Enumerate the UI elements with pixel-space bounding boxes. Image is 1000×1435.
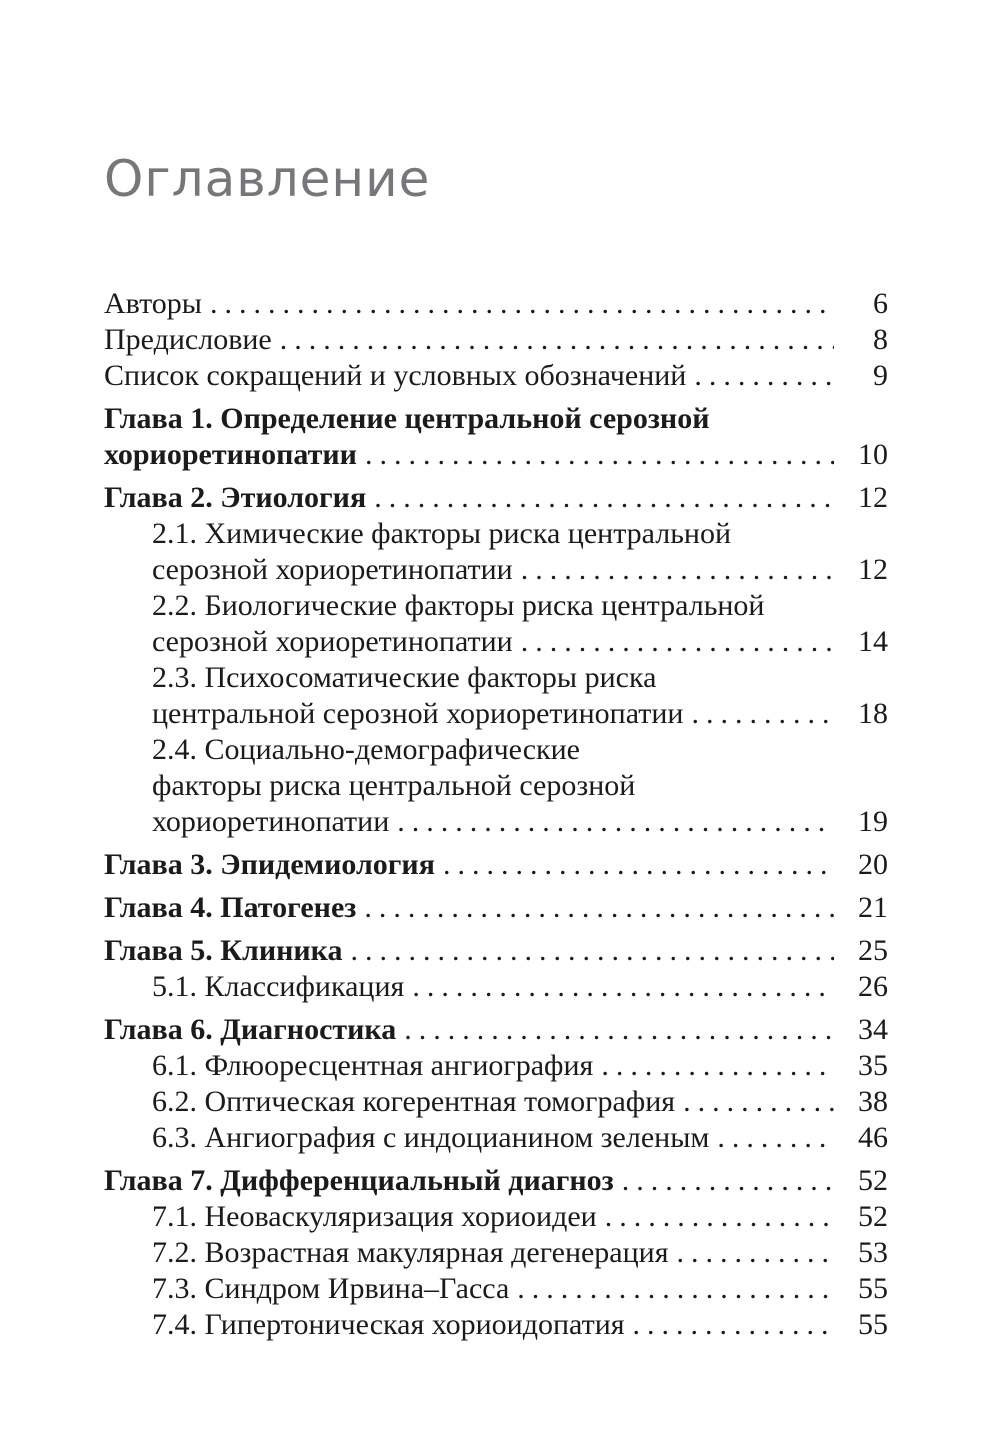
dot-leader <box>521 552 834 588</box>
toc-line <box>152 1120 888 1156</box>
toc-entry-text: 2.3. Психосоматические факторы риска <box>152 661 657 694</box>
toc-entry <box>104 1012 888 1048</box>
toc-entry <box>104 969 888 1005</box>
page-number: 35 <box>858 1049 888 1082</box>
page-number: 20 <box>858 848 888 881</box>
dot-leader <box>365 437 834 473</box>
toc-entry <box>104 1084 888 1120</box>
toc-line <box>104 322 888 358</box>
page-number: 52 <box>858 1200 888 1233</box>
dot-leader <box>364 890 834 926</box>
toc-entry <box>104 1120 888 1156</box>
dot-leader <box>351 933 834 969</box>
dot-leader <box>404 1012 834 1048</box>
toc-line <box>104 933 888 969</box>
toc-entry-text: Предисловие <box>104 323 272 356</box>
toc-line <box>152 1084 888 1120</box>
toc-line <box>152 732 888 768</box>
toc-line <box>104 1012 888 1048</box>
toc-entry <box>104 588 888 660</box>
toc-entry-text: хориоретинопатии <box>152 805 390 838</box>
toc-entry-text: 5.1. Классификация <box>152 970 405 1003</box>
toc-entry <box>104 480 888 516</box>
toc-entry-text: 2.1. Химические факторы риска центральной <box>152 517 732 550</box>
toc-line <box>152 804 888 840</box>
toc-line <box>152 768 888 804</box>
dot-leader <box>717 1120 834 1156</box>
toc-entry-text: 7.1. Неоваскуляризация хориоидеи <box>152 1200 597 1233</box>
toc-line <box>104 437 888 473</box>
toc-entry-text: Авторы <box>104 287 202 320</box>
toc-entry-text: Глава 3. Эпидемиология <box>104 848 435 881</box>
dot-leader <box>443 847 834 883</box>
toc-entry-text: 2.4. Социально-демографические <box>152 733 580 766</box>
toc-entry-text: 6.1. Флюоресцентная ангиография <box>152 1049 594 1082</box>
page-number: 18 <box>858 697 888 730</box>
toc-line <box>104 1163 888 1199</box>
dot-leader <box>601 1048 834 1084</box>
dot-leader <box>622 1163 834 1199</box>
toc-list <box>104 286 888 1343</box>
dot-leader <box>691 696 834 732</box>
toc-line <box>152 1235 888 1271</box>
page-number: 26 <box>858 970 888 1003</box>
toc-entry <box>104 516 888 588</box>
toc-line <box>152 1271 888 1307</box>
dot-leader <box>210 286 834 322</box>
toc-entry <box>104 286 888 322</box>
toc-entry-text: хориоретинопатии <box>104 438 357 471</box>
toc-line <box>152 552 888 588</box>
toc-line <box>152 588 888 624</box>
toc-entry <box>104 358 888 394</box>
page-number: 25 <box>858 934 888 967</box>
page-number: 6 <box>873 287 888 320</box>
toc-entry-text: Глава 7. Дифференциальный диагноз <box>104 1164 614 1197</box>
toc-entry <box>104 1163 888 1199</box>
toc-line <box>104 358 888 394</box>
page-number: 21 <box>858 891 888 924</box>
dot-leader <box>397 804 834 840</box>
toc-line <box>152 624 888 660</box>
toc-entry-text: 7.2. Возрастная макулярная дегенерация <box>152 1236 669 1269</box>
toc-line <box>104 480 888 516</box>
page-number: 46 <box>858 1121 888 1154</box>
toc-entry <box>104 847 888 883</box>
page-number: 10 <box>858 438 888 471</box>
toc-entry <box>104 1199 888 1235</box>
page-number: 38 <box>858 1085 888 1118</box>
page-number: 12 <box>858 481 888 514</box>
page-number: 34 <box>858 1013 888 1046</box>
toc-line <box>104 890 888 926</box>
toc-entry-text: центральной серозной хориоретинопатии <box>152 697 684 730</box>
toc-entry <box>104 1235 888 1271</box>
page-number: 8 <box>873 323 888 356</box>
page-number: 55 <box>858 1308 888 1341</box>
toc-entry-text: Список сокращений и условных обозначений <box>104 359 687 392</box>
toc-line <box>152 1307 888 1343</box>
page-number: 14 <box>858 625 888 658</box>
toc-entry-text: факторы риска центральной серозной <box>152 769 636 802</box>
page-number: 9 <box>873 359 888 392</box>
toc-entry <box>104 1271 888 1307</box>
toc-entry-text: Глава 4. Патогенез <box>104 891 357 924</box>
toc-entry-text: Глава 6. Диагностика <box>104 1013 397 1046</box>
toc-line <box>104 847 888 883</box>
toc-entry-text: Глава 2. Этиология <box>104 481 367 514</box>
toc-entry-text: 7.3. Синдром Ирвина–Гасса <box>152 1272 510 1305</box>
dot-leader <box>677 1235 834 1271</box>
toc-line <box>152 696 888 732</box>
page-number: 19 <box>858 805 888 838</box>
toc-entry <box>104 933 888 969</box>
toc-entry-text: 6.3. Ангиография с индоцианином зеленым <box>152 1121 710 1154</box>
dot-leader <box>280 322 834 358</box>
toc-line <box>152 1199 888 1235</box>
toc-line <box>152 660 888 696</box>
toc-entry-text: Глава 1. Определение центральной серозной <box>104 402 710 435</box>
toc-line <box>152 969 888 1005</box>
toc-entry-text: Глава 5. Клиника <box>104 934 343 967</box>
toc-entry <box>104 1307 888 1343</box>
toc-entry-text: 6.2. Оптическая когерентная томография <box>152 1085 676 1118</box>
page-number: 52 <box>858 1164 888 1197</box>
toc-entry <box>104 890 888 926</box>
dot-leader <box>374 480 834 516</box>
toc-line <box>104 286 888 322</box>
toc-entry-text: 2.2. Биологические факторы риска центральной <box>152 589 765 622</box>
dot-leader <box>605 1199 834 1235</box>
dot-leader <box>412 969 834 1005</box>
dot-leader <box>517 1271 834 1307</box>
page-number: 55 <box>858 1272 888 1305</box>
toc-line <box>152 1048 888 1084</box>
page-title: Оглавление <box>104 150 431 208</box>
toc-entry <box>104 1048 888 1084</box>
toc-entry-text: 7.4. Гипертоническая хориоидопатия <box>152 1308 625 1341</box>
toc-entry-text: серозной хориоретинопатии <box>152 553 513 586</box>
toc-line <box>104 401 888 437</box>
toc-entry <box>104 322 888 358</box>
dot-leader <box>694 358 834 394</box>
toc-entry <box>104 732 888 840</box>
dot-leader <box>683 1084 834 1120</box>
page-number: 12 <box>858 553 888 586</box>
toc-entry <box>104 660 888 732</box>
dot-leader <box>521 624 834 660</box>
dot-leader <box>633 1307 834 1343</box>
toc-line <box>152 516 888 552</box>
toc-entry <box>104 401 888 473</box>
page-number: 53 <box>858 1236 888 1269</box>
toc-entry-text: серозной хориоретинопатии <box>152 625 513 658</box>
